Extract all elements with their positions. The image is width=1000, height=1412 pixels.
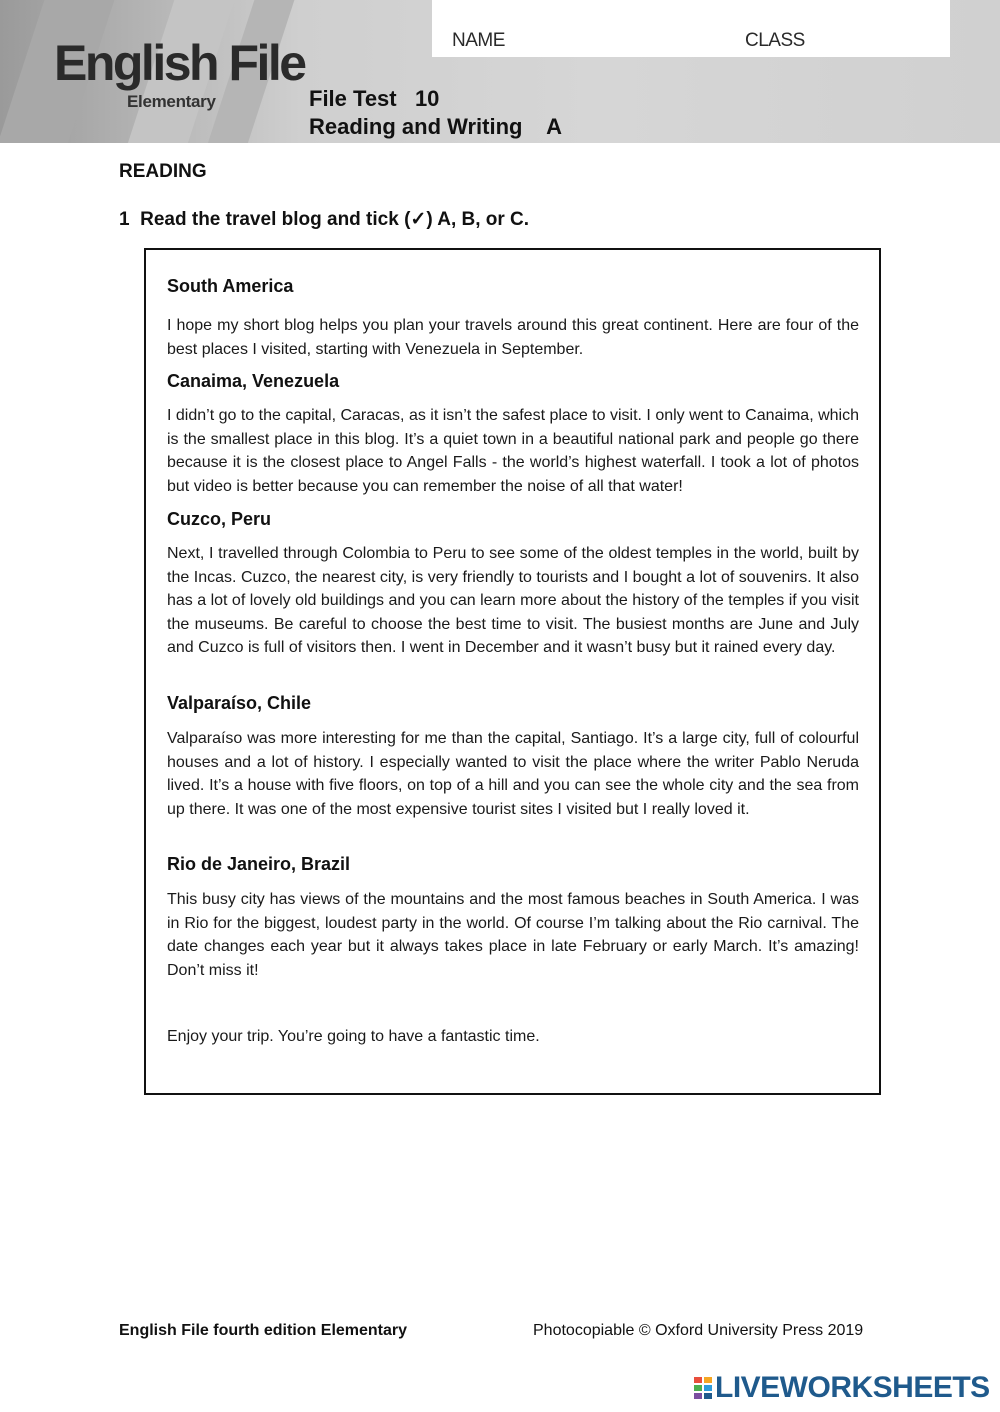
name-label: NAME — [452, 30, 505, 51]
place-paragraph: I didn’t go to the capital, Caracas, as it isn’t the safest place to visit. I only went to Canaima, which is the smallest place in this blog. It’s a quiet town in a beautiful national park and people go there because it is the closest place to Angel Falls - the world’s highest waterfall. I took a lot of photos but video is better because you can remember the noise of all that water! — [167, 407, 859, 495]
section-heading: READING — [119, 161, 207, 182]
liveworksheets-watermark — [693, 1373, 990, 1403]
exercise-instruction: 1 Read the travel blog and tick (✓) A, B, or C. — [119, 209, 530, 230]
logo-tile — [703, 1392, 713, 1400]
logo-tile — [693, 1376, 703, 1384]
logo-tile — [693, 1384, 703, 1392]
logo-tile — [703, 1376, 713, 1384]
logo-subtitle: Elementary — [127, 92, 216, 111]
footer-copyright: Photocopiable © Oxford University Press 2019 — [533, 1322, 864, 1339]
test-title — [309, 85, 562, 141]
english-file-logo — [54, 35, 305, 111]
liveworksheets-wordmark: LIVEWORKSHEETS — [715, 1371, 990, 1404]
place-heading: Cuzco, Peru — [167, 509, 272, 529]
test-title-line1: File Test 10 — [309, 86, 440, 111]
liveworksheets-logo-icon — [693, 1376, 713, 1400]
footer-edition: English File fourth edition Elementary — [119, 1322, 408, 1339]
blog-title: South America — [167, 276, 294, 296]
travel-blog-box — [144, 248, 881, 1095]
class-label: CLASS — [745, 30, 805, 51]
place-paragraph: Valparaíso was more interesting for me than the capital, Santiago. It’s a large city, full of colourful houses and a lot of history. I especially wanted to visit the place where the writer Pablo Neruda lived. It’s a house with five floors, on top of a hill and you can see the whole city and the sea from up there. It was one of the most expensive tourist sites I visited but I really loved it. — [167, 730, 859, 818]
blog-intro: I hope my short blog helps you plan your travels around this great continent. Here are four of the best places I visited, starting with Venezuela in September. — [167, 317, 859, 358]
logo-title: English File — [54, 35, 305, 91]
test-title-line2: Reading and Writing A — [309, 114, 562, 139]
blog-closing: Enjoy your trip. You’re going to have a fantastic time. — [167, 1028, 540, 1045]
place-heading: Rio de Janeiro, Brazil — [167, 854, 351, 874]
logo-tile — [693, 1392, 703, 1400]
logo-tile — [703, 1384, 713, 1392]
place-heading: Canaima, Venezuela — [167, 371, 340, 391]
place-paragraph: This busy city has views of the mountains and the most famous beaches in South America. I was in Rio for the biggest, loudest party in the world. Of course I’m talking about the Rio carnival. The date changes each year but it always takes place in late February or early March. It’s amazing! Don’t miss it! — [167, 891, 859, 979]
place-paragraph: Next, I travelled through Colombia to Peru to see some of the oldest temples in the world, built by the Incas. Cuzco, the nearest city, is very friendly to tourists and I bought a lot of souvenirs. It also has a lot of lovely old buildings and you can learn more about the history of the temples if you visit the museums. Be careful to choose the best time to visit. The busiest months are June and July and Cuzco is full of visitors then. I went in December and it wasn’t busy but it rained every day. — [167, 545, 859, 656]
name-class-box — [432, 0, 950, 57]
page-header — [0, 0, 1000, 143]
place-heading: Valparaíso, Chile — [167, 693, 312, 713]
